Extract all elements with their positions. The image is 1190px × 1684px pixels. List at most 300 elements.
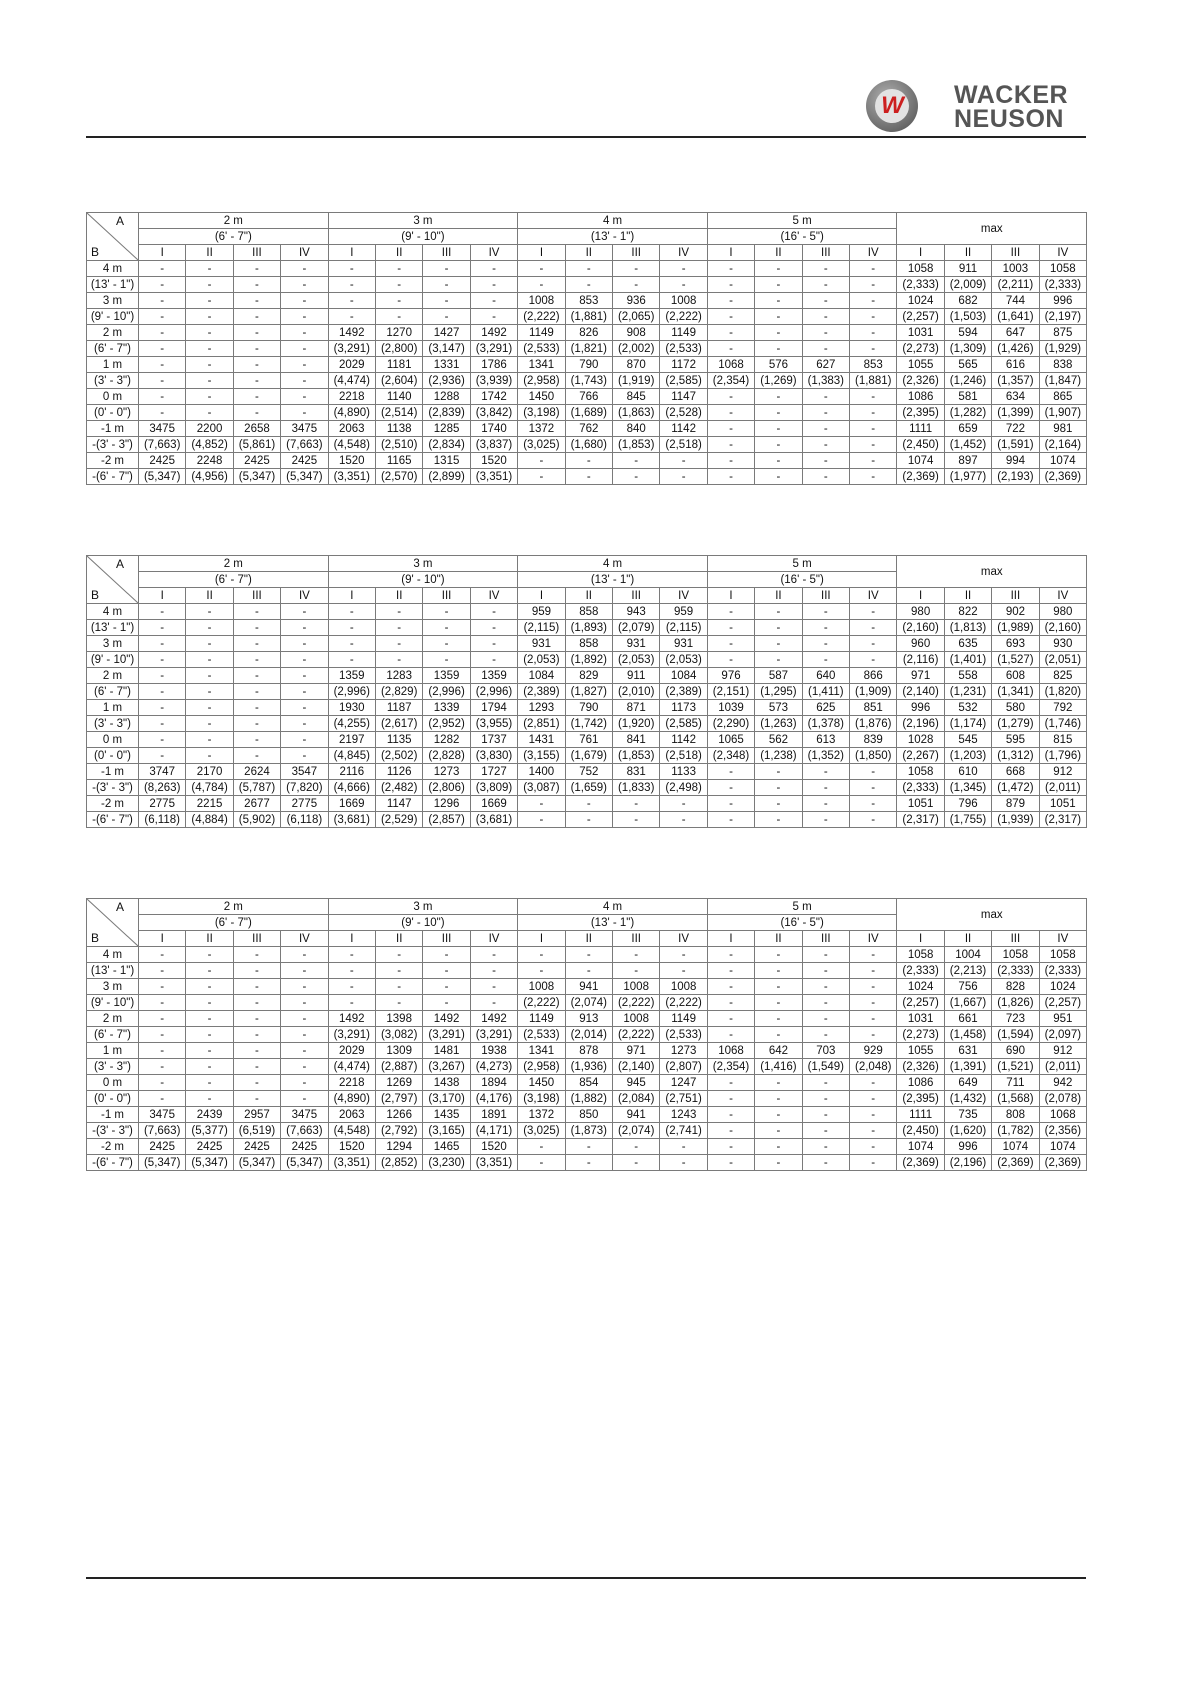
load-value-cell: - xyxy=(707,453,754,469)
load-value-cell: - xyxy=(565,947,612,963)
load-value-cell: - xyxy=(186,277,233,293)
row-height-label: -2 m xyxy=(87,1139,139,1155)
load-value-cell: - xyxy=(755,1091,802,1107)
load-value-cell: 756 xyxy=(944,979,991,995)
load-value-cell: (2,604) xyxy=(376,373,423,389)
row-height-label: 3 m xyxy=(87,636,139,652)
load-value-cell: (2,257) xyxy=(897,995,944,1011)
load-value-cell: 854 xyxy=(565,1075,612,1091)
row-height-label: 4 m xyxy=(87,261,139,277)
load-value-cell: - xyxy=(707,963,754,979)
load-value-cell: 2425 xyxy=(281,1139,328,1155)
load-value-cell: (2,011) xyxy=(1039,1059,1086,1075)
load-value-cell: 908 xyxy=(613,325,660,341)
load-value-cell: - xyxy=(613,947,660,963)
load-value-cell: - xyxy=(139,373,186,389)
row-height-label: 0 m xyxy=(87,1075,139,1091)
load-value-cell: (2,151) xyxy=(707,684,754,700)
load-value-cell: - xyxy=(423,995,470,1011)
load-value-cell: - xyxy=(802,341,849,357)
load-value-cell: 1737 xyxy=(470,732,517,748)
load-value-cell: 2218 xyxy=(328,389,375,405)
load-value-cell: (2,952) xyxy=(423,716,470,732)
load-value-cell: - xyxy=(281,293,328,309)
load-value-cell: - xyxy=(186,716,233,732)
load-value-cell: (3,809) xyxy=(470,780,517,796)
load-value-cell: 580 xyxy=(992,700,1039,716)
load-value-cell: 981 xyxy=(1039,421,1086,437)
load-value-cell: - xyxy=(233,309,280,325)
load-value-cell: 853 xyxy=(565,293,612,309)
load-value-cell: - xyxy=(281,995,328,1011)
load-value-cell: (5,787) xyxy=(233,780,280,796)
logo-emblem-icon: W xyxy=(866,80,918,132)
load-value-cell: 1372 xyxy=(518,1107,565,1123)
load-value-cell: (2,257) xyxy=(1039,995,1086,1011)
load-value-cell: - xyxy=(233,684,280,700)
load-value-cell: 1126 xyxy=(376,764,423,780)
load-value-cell: 640 xyxy=(802,668,849,684)
load-value-cell: (2,257) xyxy=(897,309,944,325)
load-value-cell: - xyxy=(802,405,849,421)
subcolumn-header: II xyxy=(944,588,991,604)
load-value-cell: (4,176) xyxy=(470,1091,517,1107)
load-value-cell: (2,222) xyxy=(518,995,565,1011)
subcolumn-header: I xyxy=(328,931,375,947)
load-value-cell: - xyxy=(518,1139,565,1155)
load-value-cell: - xyxy=(755,293,802,309)
load-value-cell: 2775 xyxy=(281,796,328,812)
load-value-cell: (1,782) xyxy=(992,1123,1039,1139)
load-value-cell: 1296 xyxy=(423,796,470,812)
load-value-cell: (7,663) xyxy=(281,437,328,453)
distance-header-metric: 2 m xyxy=(139,556,329,572)
load-value-cell: (2,079) xyxy=(613,620,660,636)
row-height-label: 4 m xyxy=(87,947,139,963)
row-height-label: 1 m xyxy=(87,357,139,373)
load-value-cell: (3,267) xyxy=(423,1059,470,1075)
load-value-cell: (2,160) xyxy=(1039,620,1086,636)
distance-header-metric: 3 m xyxy=(328,899,518,915)
distance-header-imperial: (13' - 1") xyxy=(518,572,708,588)
load-value-cell: - xyxy=(233,1091,280,1107)
load-value-cell: - xyxy=(233,341,280,357)
load-value-cell: - xyxy=(802,469,849,485)
load-value-cell: (2,899) xyxy=(423,469,470,485)
table-row xyxy=(87,389,1087,405)
row-height-label: 2 m xyxy=(87,668,139,684)
load-value-cell: - xyxy=(850,437,897,453)
load-value-cell: (2,333) xyxy=(1039,277,1086,293)
load-value-cell: 752 xyxy=(565,764,612,780)
load-value-cell: - xyxy=(802,1107,849,1123)
load-value-cell: - xyxy=(755,437,802,453)
load-value-cell: 1074 xyxy=(992,1139,1039,1155)
load-value-cell: - xyxy=(755,1027,802,1043)
axis-corner-cell xyxy=(87,556,139,604)
table-row xyxy=(87,636,1087,652)
load-value-cell: 943 xyxy=(613,604,660,620)
load-value-cell: 1273 xyxy=(660,1043,707,1059)
load-value-cell: - xyxy=(755,469,802,485)
load-value-cell: (1,269) xyxy=(755,373,802,389)
load-value-cell: - xyxy=(281,684,328,700)
distance-header-imperial: (6' - 7") xyxy=(139,915,329,931)
load-value-cell: - xyxy=(565,261,612,277)
load-value-cell: (2,369) xyxy=(897,469,944,485)
load-value-cell: 1086 xyxy=(897,389,944,405)
load-value-cell: 828 xyxy=(992,979,1039,995)
load-value-cell: (2,514) xyxy=(376,405,423,421)
load-value-cell: - xyxy=(850,453,897,469)
load-value-cell: 851 xyxy=(850,700,897,716)
subcolumn-header: IV xyxy=(850,245,897,261)
load-value-cell: - xyxy=(233,748,280,764)
load-value-cell: - xyxy=(281,947,328,963)
load-value-cell: - xyxy=(850,421,897,437)
load-value-cell: 1058 xyxy=(897,764,944,780)
table-row xyxy=(87,652,1087,668)
load-value-cell: 971 xyxy=(613,1043,660,1059)
load-value-cell: 1273 xyxy=(423,764,470,780)
load-value-cell: (2,074) xyxy=(613,1123,660,1139)
load-value-cell: 942 xyxy=(1039,1075,1086,1091)
load-value-cell: 2624 xyxy=(233,764,280,780)
load-value-cell: - xyxy=(186,1091,233,1107)
load-value-cell: - xyxy=(328,604,375,620)
table-row xyxy=(87,1107,1087,1123)
subcolumn-header: III xyxy=(613,931,660,947)
load-value-cell: (3,291) xyxy=(423,1027,470,1043)
load-value-cell: 627 xyxy=(802,357,849,373)
load-value-cell: (2,164) xyxy=(1039,437,1086,453)
load-value-cell: (2,051) xyxy=(1039,652,1086,668)
load-value-cell: 635 xyxy=(944,636,991,652)
load-value-cell: (2,482) xyxy=(376,780,423,796)
load-value-cell: 1058 xyxy=(992,947,1039,963)
load-value-cell: (1,920) xyxy=(613,716,660,732)
load-value-cell: 735 xyxy=(944,1107,991,1123)
load-value-cell: (2,741) xyxy=(660,1123,707,1139)
subcolumn-header: IV xyxy=(1039,931,1086,947)
load-value-cell: 1084 xyxy=(660,668,707,684)
load-value-cell: - xyxy=(328,261,375,277)
load-value-cell: - xyxy=(518,812,565,828)
row-height-label: -(6' - 7") xyxy=(87,1155,139,1171)
load-value-cell: - xyxy=(186,373,233,389)
load-value-cell: - xyxy=(470,979,517,995)
load-value-cell: (5,377) xyxy=(186,1123,233,1139)
subcolumn-header: IV xyxy=(660,588,707,604)
load-value-cell: 2248 xyxy=(186,453,233,469)
load-value-cell: - xyxy=(802,652,849,668)
load-value-cell: 980 xyxy=(897,604,944,620)
load-value-cell: - xyxy=(281,636,328,652)
load-value-cell: (1,472) xyxy=(992,780,1039,796)
load-value-cell: (2,333) xyxy=(897,780,944,796)
axis-label-b: B xyxy=(91,931,100,945)
load-value-cell: (1,527) xyxy=(992,652,1039,668)
load-value-cell: 2425 xyxy=(233,453,280,469)
load-value-cell: 647 xyxy=(992,325,1039,341)
load-value-cell: - xyxy=(233,1043,280,1059)
load-value-cell: (3,082) xyxy=(376,1027,423,1043)
load-value-cell: (2,115) xyxy=(518,620,565,636)
load-value-cell: 766 xyxy=(565,389,612,405)
load-value-cell: - xyxy=(281,963,328,979)
axis-label-b: B xyxy=(91,588,100,602)
load-value-cell: - xyxy=(470,652,517,668)
load-value-cell: 1173 xyxy=(660,700,707,716)
load-value-cell: 1086 xyxy=(897,1075,944,1091)
subcolumn-header: I xyxy=(897,588,944,604)
load-value-cell: 1309 xyxy=(376,1043,423,1059)
load-value-cell: 1003 xyxy=(992,261,1039,277)
load-value-cell: 1400 xyxy=(518,764,565,780)
load-value-cell: (2,533) xyxy=(518,1027,565,1043)
load-value-cell: - xyxy=(565,1155,612,1171)
load-value-cell: - xyxy=(850,469,897,485)
load-value-cell: 1438 xyxy=(423,1075,470,1091)
load-value-cell: (2,273) xyxy=(897,1027,944,1043)
load-value-cell: - xyxy=(139,1075,186,1091)
load-value-cell: (4,171) xyxy=(470,1123,517,1139)
load-value-cell: - xyxy=(613,469,660,485)
load-value-cell: 558 xyxy=(944,668,991,684)
load-value-cell: (2,193) xyxy=(992,469,1039,485)
load-value-cell: 959 xyxy=(518,604,565,620)
load-value-cell: - xyxy=(660,947,707,963)
load-value-cell: 1315 xyxy=(423,453,470,469)
load-value-cell: (1,378) xyxy=(802,716,849,732)
load-value-cell: 711 xyxy=(992,1075,1039,1091)
load-value-cell: (4,884) xyxy=(186,812,233,828)
load-value-cell: (2,807) xyxy=(660,1059,707,1075)
load-value-cell: - xyxy=(802,1011,849,1027)
load-value-cell: (2,326) xyxy=(897,1059,944,1075)
load-value-cell: 1149 xyxy=(660,325,707,341)
load-value-cell: (2,078) xyxy=(1039,1091,1086,1107)
row-height-label: -1 m xyxy=(87,421,139,437)
row-height-label: 2 m xyxy=(87,325,139,341)
load-value-cell: (2,048) xyxy=(850,1059,897,1075)
load-value-cell: 1084 xyxy=(518,668,565,684)
load-value-cell: - xyxy=(233,1011,280,1027)
row-height-label: (9' - 10") xyxy=(87,652,139,668)
load-value-cell: - xyxy=(802,389,849,405)
load-value-cell: - xyxy=(186,963,233,979)
load-value-cell: 1058 xyxy=(897,947,944,963)
subcolumn-header: I xyxy=(707,245,754,261)
subcolumn-header: II xyxy=(944,245,991,261)
load-value-cell: - xyxy=(850,1027,897,1043)
table-row xyxy=(87,604,1087,620)
load-value-cell: (2,797) xyxy=(376,1091,423,1107)
load-value-cell: - xyxy=(755,812,802,828)
table-row xyxy=(87,716,1087,732)
subcolumn-header: III xyxy=(992,931,1039,947)
load-value-cell: - xyxy=(755,405,802,421)
load-value-cell: 1024 xyxy=(897,293,944,309)
row-height-label: (6' - 7") xyxy=(87,684,139,700)
load-value-cell: - xyxy=(755,1155,802,1171)
load-value-cell: 1181 xyxy=(376,357,423,373)
distance-header-imperial: (16' - 5") xyxy=(707,915,897,931)
load-value-cell: (8,263) xyxy=(139,780,186,796)
load-value-cell: 565 xyxy=(944,357,991,373)
load-value-cell: 625 xyxy=(802,700,849,716)
load-table-2 xyxy=(86,555,1087,828)
load-value-cell: 792 xyxy=(1039,700,1086,716)
subcolumn-header: III xyxy=(233,588,280,604)
load-value-cell: (2,074) xyxy=(565,995,612,1011)
load-table-3 xyxy=(86,898,1087,1171)
load-value-cell: - xyxy=(233,277,280,293)
load-value-cell: 703 xyxy=(802,1043,849,1059)
load-value-cell: 1172 xyxy=(660,357,707,373)
load-value-cell: - xyxy=(802,604,849,620)
header-row-subcolumns xyxy=(87,588,1087,604)
load-value-cell: (1,893) xyxy=(565,620,612,636)
load-value-cell: (2,518) xyxy=(660,437,707,453)
load-value-cell: 649 xyxy=(944,1075,991,1091)
load-value-cell: - xyxy=(281,604,328,620)
load-value-cell: (2,369) xyxy=(1039,1155,1086,1171)
load-value-cell: - xyxy=(707,979,754,995)
load-value-cell: (2,502) xyxy=(376,748,423,764)
table-row xyxy=(87,979,1087,995)
load-value-cell: (1,246) xyxy=(944,373,991,389)
load-value-cell: - xyxy=(233,995,280,1011)
load-value-cell: - xyxy=(233,947,280,963)
load-value-cell: 1058 xyxy=(1039,261,1086,277)
load-value-cell: 1074 xyxy=(1039,453,1086,469)
load-value-cell: - xyxy=(139,277,186,293)
load-value-cell: (4,273) xyxy=(470,1059,517,1075)
load-value-cell: (5,347) xyxy=(233,469,280,485)
load-value-cell: 1024 xyxy=(897,979,944,995)
load-value-cell: - xyxy=(613,277,660,293)
load-value-cell: - xyxy=(281,1075,328,1091)
load-value-cell: 1135 xyxy=(376,732,423,748)
load-value-cell: 1341 xyxy=(518,1043,565,1059)
load-value-cell: (2,333) xyxy=(1039,963,1086,979)
table-row xyxy=(87,1155,1087,1171)
distance-header-imperial: (9' - 10") xyxy=(328,572,518,588)
load-value-cell: - xyxy=(233,716,280,732)
load-value-cell: (3,291) xyxy=(328,1027,375,1043)
table-row xyxy=(87,1027,1087,1043)
load-value-cell: (3,681) xyxy=(328,812,375,828)
row-height-label: 1 m xyxy=(87,1043,139,1059)
load-value-cell: 840 xyxy=(613,421,660,437)
load-value-cell: - xyxy=(707,1075,754,1091)
load-value-cell: - xyxy=(139,293,186,309)
subcolumn-header: IV xyxy=(470,245,517,261)
load-value-cell: - xyxy=(281,1027,328,1043)
load-value-cell: - xyxy=(423,309,470,325)
load-value-cell: (3,939) xyxy=(470,373,517,389)
load-value-cell: - xyxy=(281,732,328,748)
load-value-cell: (2,839) xyxy=(423,405,470,421)
load-value-cell: 1288 xyxy=(423,389,470,405)
load-value-cell: 2775 xyxy=(139,796,186,812)
row-height-label: (9' - 10") xyxy=(87,309,139,325)
row-height-label: -(6' - 7") xyxy=(87,469,139,485)
load-value-cell: (2,002) xyxy=(613,341,660,357)
load-value-cell: (1,820) xyxy=(1039,684,1086,700)
subcolumn-header: IV xyxy=(1039,588,1086,604)
table-row xyxy=(87,421,1087,437)
load-value-cell: - xyxy=(755,1107,802,1123)
subcolumn-header: II xyxy=(565,245,612,261)
load-value-cell: (1,939) xyxy=(992,812,1039,828)
load-value-cell: 1293 xyxy=(518,700,565,716)
load-value-cell: - xyxy=(281,700,328,716)
load-value-cell: (7,663) xyxy=(139,437,186,453)
load-value-cell: 2425 xyxy=(186,1139,233,1155)
load-value-cell: (2,528) xyxy=(660,405,707,421)
load-value-cell: - xyxy=(755,1075,802,1091)
load-value-cell: 850 xyxy=(565,1107,612,1123)
load-value-cell: 1481 xyxy=(423,1043,470,1059)
load-value-cell: - xyxy=(470,620,517,636)
subcolumn-header: III xyxy=(233,931,280,947)
load-value-cell: (2,222) xyxy=(660,309,707,325)
subcolumn-header: III xyxy=(613,245,660,261)
load-value-cell: (2,333) xyxy=(897,277,944,293)
load-value-cell: - xyxy=(281,979,328,995)
row-height-label: 0 m xyxy=(87,732,139,748)
load-value-cell: (1,847) xyxy=(1039,373,1086,389)
load-value-cell: - xyxy=(186,405,233,421)
subcolumn-header: III xyxy=(802,245,849,261)
table-row xyxy=(87,963,1087,979)
load-value-cell: - xyxy=(850,652,897,668)
load-value-cell: (1,853) xyxy=(613,748,660,764)
load-value-cell: 1149 xyxy=(518,1011,565,1027)
load-value-cell: - xyxy=(850,1011,897,1027)
load-value-cell: (1,881) xyxy=(565,309,612,325)
distance-header-metric: 3 m xyxy=(328,556,518,572)
load-value-cell: 1794 xyxy=(470,700,517,716)
header-row-subcolumns xyxy=(87,931,1087,947)
subcolumn-header: III xyxy=(423,588,470,604)
load-value-cell: 1058 xyxy=(1039,947,1086,963)
load-value-cell: 594 xyxy=(944,325,991,341)
load-value-cell: - xyxy=(139,604,186,620)
load-value-cell: - xyxy=(755,1123,802,1139)
load-value-cell: (5,347) xyxy=(281,1155,328,1171)
load-value-cell: (2,498) xyxy=(660,780,707,796)
load-value-cell: 976 xyxy=(707,668,754,684)
load-value-cell: - xyxy=(707,1123,754,1139)
load-value-cell: - xyxy=(707,1139,754,1155)
load-value-cell: (1,907) xyxy=(1039,405,1086,421)
load-value-cell: - xyxy=(850,1123,897,1139)
load-value-cell: - xyxy=(755,979,802,995)
table-row xyxy=(87,995,1087,1011)
distance-header-imperial: (16' - 5") xyxy=(707,229,897,245)
load-value-cell: (6,118) xyxy=(139,812,186,828)
load-value-cell: 1051 xyxy=(1039,796,1086,812)
load-value-cell: 723 xyxy=(992,1011,1039,1027)
load-value-cell: 808 xyxy=(992,1107,1039,1123)
load-value-cell: (2,996) xyxy=(328,684,375,700)
load-value-cell: (2,996) xyxy=(470,684,517,700)
load-value-cell: - xyxy=(281,620,328,636)
load-value-cell: - xyxy=(707,1091,754,1107)
